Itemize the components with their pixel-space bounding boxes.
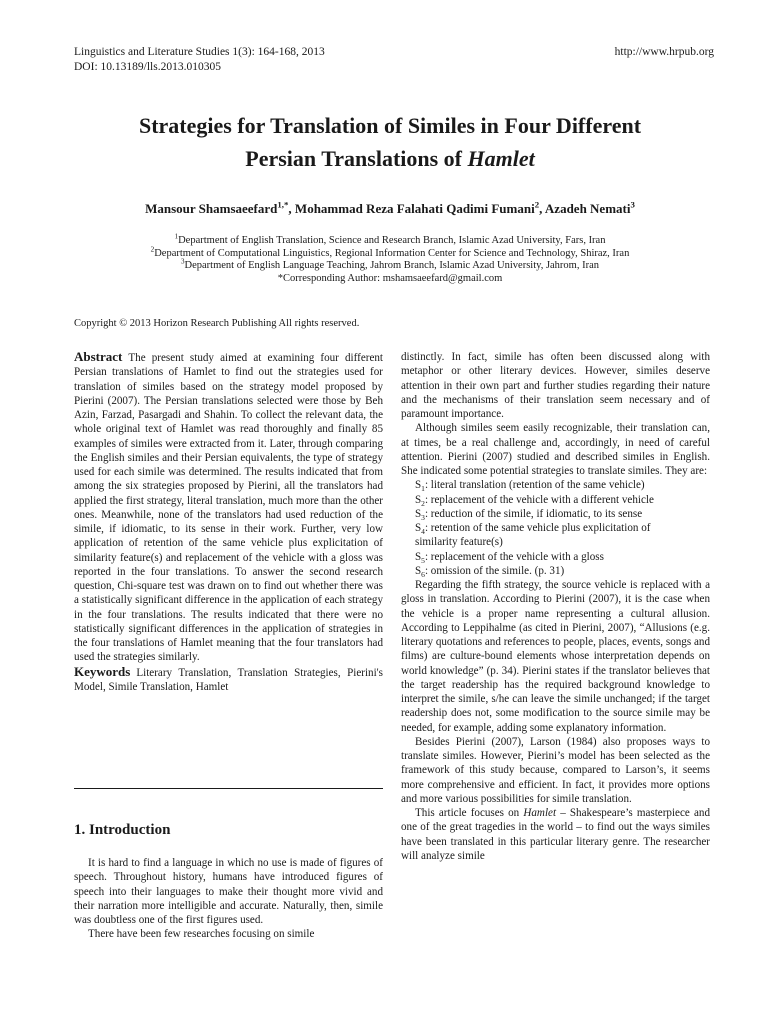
affiliation-3: $^3$Department of English Language Teaching, Jahrom Branch, Islamic Azad University, Jahrom, Iran (180, 257, 600, 272)
section-divider (74, 788, 383, 789)
right-paragraph-2: Although similes seem easily recognizable, their translation can, at times, be a real challenge and, accordingly, in need of careful attention. Pierini (2007) studied and described similes in English. She indicated some potential strategies to translate similes. They are: (401, 422, 710, 477)
intro-paragraph-1: It is hard to find a language in which no use is made of figures of speech. Throughout history, humans have introduced figures of speech into their languages to make their thought more vivid and their narration more intelligible and accurate. Naturally, then, simile was doubtless one of the first figures used. (74, 857, 383, 926)
affiliation-1: $^1$Department of English Translation, Science and Research Branch, Islamic Azad University, Fars, Iran (174, 232, 606, 246)
running-header (74, 45, 325, 75)
title-line-2: Persian Translations of Hamlet (245, 146, 535, 171)
corresponding-author: *Corresponding Author: mshamsaeefard@gmail.com (277, 272, 503, 284)
affiliation-2: $^2$Department of Computational Linguistics, Regional Information Center for Science and Technology, Shiraz, Iran (150, 245, 630, 259)
strategy-item: $S_3$: reduction of the simile, if idiomatic, to its sense (415, 507, 643, 522)
affiliations (40, 232, 740, 285)
journal-citation: Linguistics and Literature Studies 1(3): 164-168, 2013 (74, 46, 325, 58)
title-line-1: Strategies for Translation of Similes in Four Different (138, 113, 642, 138)
left-column (74, 350, 383, 694)
abstract-label: Abstract (74, 349, 123, 364)
strategy-item: $S_5$: replacement of the vehicle with a gloss (415, 550, 604, 565)
right-paragraph-1: distinctly. In fact, simile has often been discussed along with metaphor or other literary devices. However, similes deserve attention in their own part and further studies regarding their nature and the mechanisms of their translation seem necessary and of paramount importance. (401, 351, 710, 420)
abstract (74, 350, 383, 665)
journal-url[interactable]: http://www.hrpub.org (614, 46, 714, 58)
strategy-item-continuation: similarity feature(s) (415, 536, 503, 549)
keywords-label: Keywords (74, 663, 131, 679)
strategy-item: $S_2$: replacement of the vehicle with a different vehicle (415, 493, 654, 508)
author-1: Mansour Shamsaeefard (145, 201, 278, 216)
author-3: , Azadeh Nemati (539, 201, 631, 216)
keywords (74, 665, 383, 695)
introduction-body (74, 856, 383, 942)
strategy-item: $S_1$: literal translation (retention of the same vehicle) (415, 479, 645, 494)
doi: DOI: 10.13189/lls.2013.010305 (74, 61, 221, 73)
strategy-item: $S_4$: retention of the same vehicle plus explicitation of (415, 522, 651, 537)
keywords-text: Literary Translation, Translation Strategies, Pierini's Model, Simile Translation, Hamlet (74, 666, 383, 693)
author-list: Mansour Shamsaeefard$^{1,*}$, Mohammad Reza Falahati Qadimi Fumani$^2$, Azadeh Nemati$^3$ (145, 199, 635, 216)
copyright-notice: Copyright © 2013 Horizon Research Publishing All rights reserved. (74, 318, 360, 329)
right-paragraph-3: Regarding the fifth strategy, the source vehicle is replaced with a gloss in translation. According to Pierini (2007), it is the case when the vehicle is a proper name representing a cultural allusion. According to Leppihalme (as cited in Pierini, 2007), “Allusions (e.g. literary quotations and references to people, places, events, songs and films) are culture-bound elements whose interpretation depends on world knowledge” (p. 34). Pierini states if the translator believes that the target readership has the required background knowledge to interpret the simile, s/he can leave the simile unchanged; if the target readership does not, some modification to the source simile may be needed, for example, adding some explanatory information. (401, 579, 710, 734)
right-column (401, 350, 710, 863)
abstract-text: The present study aimed at examining four different Persian translations of Hamlet to find out the strategies used for translation of similes based on the strategy model proposed by Pierini (2007). The Persian translations selected were those by Beh Azin, Farzad, Pasargadi and Shahin. To collect the relevant data, the whole original text of Hamlet was read thoroughly and finally 85 examples of similes were extracted from it. Later, through comparing the English similes and their Persian equivalents, the type of strategy used for each simile was determined. The results indicated that from among the six strategies proposed by Pierini, all the translators had applied the first strategy, literal translation, much more than the other ones. Meanwhile, none of the translators had used reduction of the simile, if idiomatic, to its sense in their work. Further, very low application of retention of the same vehicle plus explicitation of similarity feature(s) and replacement of the vehicle with a gloss was reported in the four translations. To answer the second research question, Chi-square test was drawn on to find out whether there was a statistically significant difference in the application of each strategy in the four translations. The results indicated that there were no statistically significant differences in the application of strategies in the four translations of Hamlet meaning that the four translators had used the strategies similarly. (74, 352, 383, 664)
strategy-item: $S_6$: omission of the simile. (p. 31) (415, 564, 565, 579)
right-paragraph-4: Besides Pierini (2007), Larson (1984) also proposes ways to translate similes. However, Pierini’s model has been selected as the framework of this study because, compared to Larson’s, it seems more comprehensive and efficient. In fact, it provides more options and more various possibilities for simile translation. (401, 735, 710, 805)
right-paragraph-5: This article focuses on Hamlet – Shakespeare’s masterpiece and one of the great tragedies in the world – to find out the ways similes have been translated in this particular literary genre. The researcher will analyze simile (401, 807, 710, 862)
author-2: , Mohammad Reza Falahati Qadimi Fumani (288, 201, 535, 216)
paper-title (40, 109, 740, 175)
intro-paragraph-2: There have been few researches focusing on simile (88, 928, 315, 941)
section-heading-introduction: 1. Introduction (74, 822, 171, 838)
